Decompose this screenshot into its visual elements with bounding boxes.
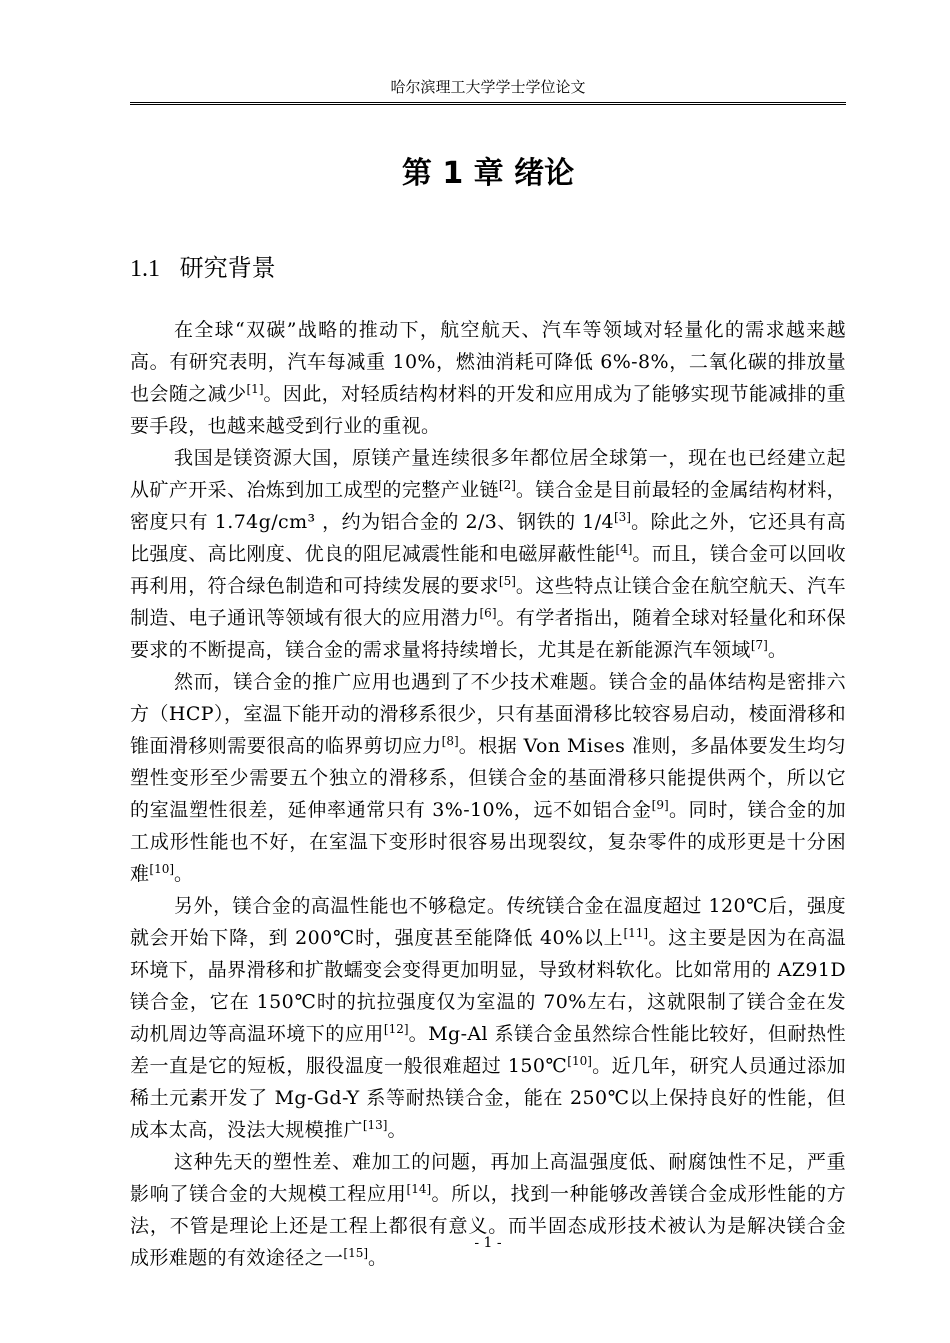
- citation-ref: [1]: [246, 382, 264, 396]
- text-run: 。Mg-Al 系镁合金虽然综合性能比较好，但耐热性差一直是它的短板，服役温度一般很难超过 150℃: [130, 1023, 846, 1077]
- text-run: 。根据 Von Mises 准则，多晶体要发生均匀塑性变形至少需要五个独立的滑移系，但镁合金的基面滑移只能提供两个，所以它的室温塑性很差，延伸率通常只有 3%-10%，远不如铝合金: [130, 735, 846, 821]
- page-number: - 1 -: [474, 1235, 502, 1251]
- citation-ref: [14]: [406, 1182, 432, 1196]
- text-run: 。镁合金是目前最轻的金属结构材料，密度只有 1.74g/cm³ ，约为铝合金的 2/3、钢铁的 1/4: [130, 479, 846, 533]
- text-run: 。近几年，研究人员通过添加稀土元素开发了 Mg-Gd-Y 系等耐热镁合金，能在 250℃以上保持良好的性能，但成本太高，没法大规模推广: [130, 1055, 846, 1141]
- citation-ref: [12]: [383, 1022, 409, 1036]
- text-run: 。: [174, 863, 194, 885]
- paragraph: [130, 890, 846, 1146]
- text-run: 。同时，镁合金的加工成形性能也不好，在室温下变形时很容易出现裂纹，复杂零件的成形更是十分困难: [130, 799, 846, 885]
- paragraph: [130, 442, 846, 666]
- text-run: 。: [368, 1247, 388, 1269]
- paragraph: [130, 666, 846, 890]
- text-run: 。而且，镁合金可以回收再利用，符合绿色制造和可持续发展的要求: [130, 543, 846, 597]
- citation-ref: [2]: [498, 478, 516, 492]
- citation-ref: [4]: [615, 542, 633, 556]
- section-heading: [130, 250, 276, 287]
- citation-ref: [10]: [567, 1054, 592, 1068]
- citation-ref: [15]: [343, 1246, 369, 1260]
- paragraph: [130, 314, 846, 442]
- citation-ref: [9]: [651, 798, 669, 812]
- citation-ref: [13]: [362, 1118, 388, 1132]
- text-run: 。这些特点让镁合金在航空航天、汽车制造、电子通讯等领域有很大的应用潜力: [130, 575, 846, 629]
- text-run: 在全球“双碳”战略的推动下，航空航天、汽车等领域对轻量化的需求越来越高。有研究表明，汽车每减重 10%，燃油消耗可降低 6%-8%，二氧化碳的排放量也会随之减少: [130, 319, 846, 405]
- text-run: 。除此之外，它还具有高比强度、高比刚度、优良的阻尼减震性能和电磁屏蔽性能: [130, 511, 846, 565]
- citation-ref: [10]: [149, 862, 175, 876]
- text-run: 。有学者指出，随着全球对轻量化和环保要求的不断提高，镁合金的需求量将持续增长，尤其是在新能源汽车领域: [130, 607, 846, 661]
- citation-ref: [11]: [623, 926, 649, 940]
- text-run: 然而，镁合金的推广应用也遇到了不少技术难题。镁合金的晶体结构是密排六方（HCP），室温下能开动的滑移系很少，只有基面滑移比较容易启动，棱面滑移和锥面滑移则需要很高的临界剪切应力: [130, 671, 846, 757]
- text-run: 。因此，对轻质结构材料的开发和应用成为了能够实现节能减排的重要手段，也越来越受到行业的重视。: [130, 383, 846, 437]
- text-run: 这种先天的塑性差、难加工的问题，再加上高温强度低、耐腐蚀性不足，严重影响了镁合金的大规模工程应用: [130, 1151, 846, 1205]
- citation-ref: [7]: [750, 638, 768, 652]
- text-run: 。: [767, 639, 788, 661]
- citation-ref: [5]: [498, 574, 516, 588]
- paragraph: [130, 1146, 846, 1274]
- header-rule: [130, 102, 846, 105]
- section-title: 研究背景: [179, 254, 276, 282]
- text-run: 另外，镁合金的高温性能也不够稳定。传统镁合金在温度超过 120℃后，强度就会开始下降，到 200℃时，强度甚至能降低 40%以上: [130, 895, 846, 949]
- chapter-title: 第 1 章 绪论: [401, 156, 575, 191]
- citation-ref: [3]: [613, 510, 631, 524]
- running-header: 哈尔滨理工大学学士学位论文: [390, 78, 586, 96]
- text-run: 。所以，找到一种能够改善镁合金成形性能的方法，不管是理论上还是工程上都很有意义。而半固态成形技术被认为是解决镁合金成形难题的有效途径之一: [130, 1183, 846, 1269]
- section-number: 1.1: [130, 256, 160, 282]
- text-run: 。这主要是因为在高温环境下，晶界滑移和扩散蠕变会变得更加明显，导致材料软化。比如常用的 AZ91D 镁合金，它在 150℃时的抗拉强度仅为室温的 70%左右，这就限制了镁合金在发动机周边等高温环境下的应用: [130, 927, 846, 1045]
- text-run: 。: [387, 1119, 407, 1141]
- citation-ref: [6]: [479, 606, 497, 620]
- body-text: [130, 314, 846, 1274]
- text-run: 我国是镁资源大国，原镁产量连续很多年都位居全球第一，现在也已经建立起从矿产开采、冶炼到加工成型的完整产业链: [130, 447, 846, 501]
- citation-ref: [8]: [441, 734, 459, 748]
